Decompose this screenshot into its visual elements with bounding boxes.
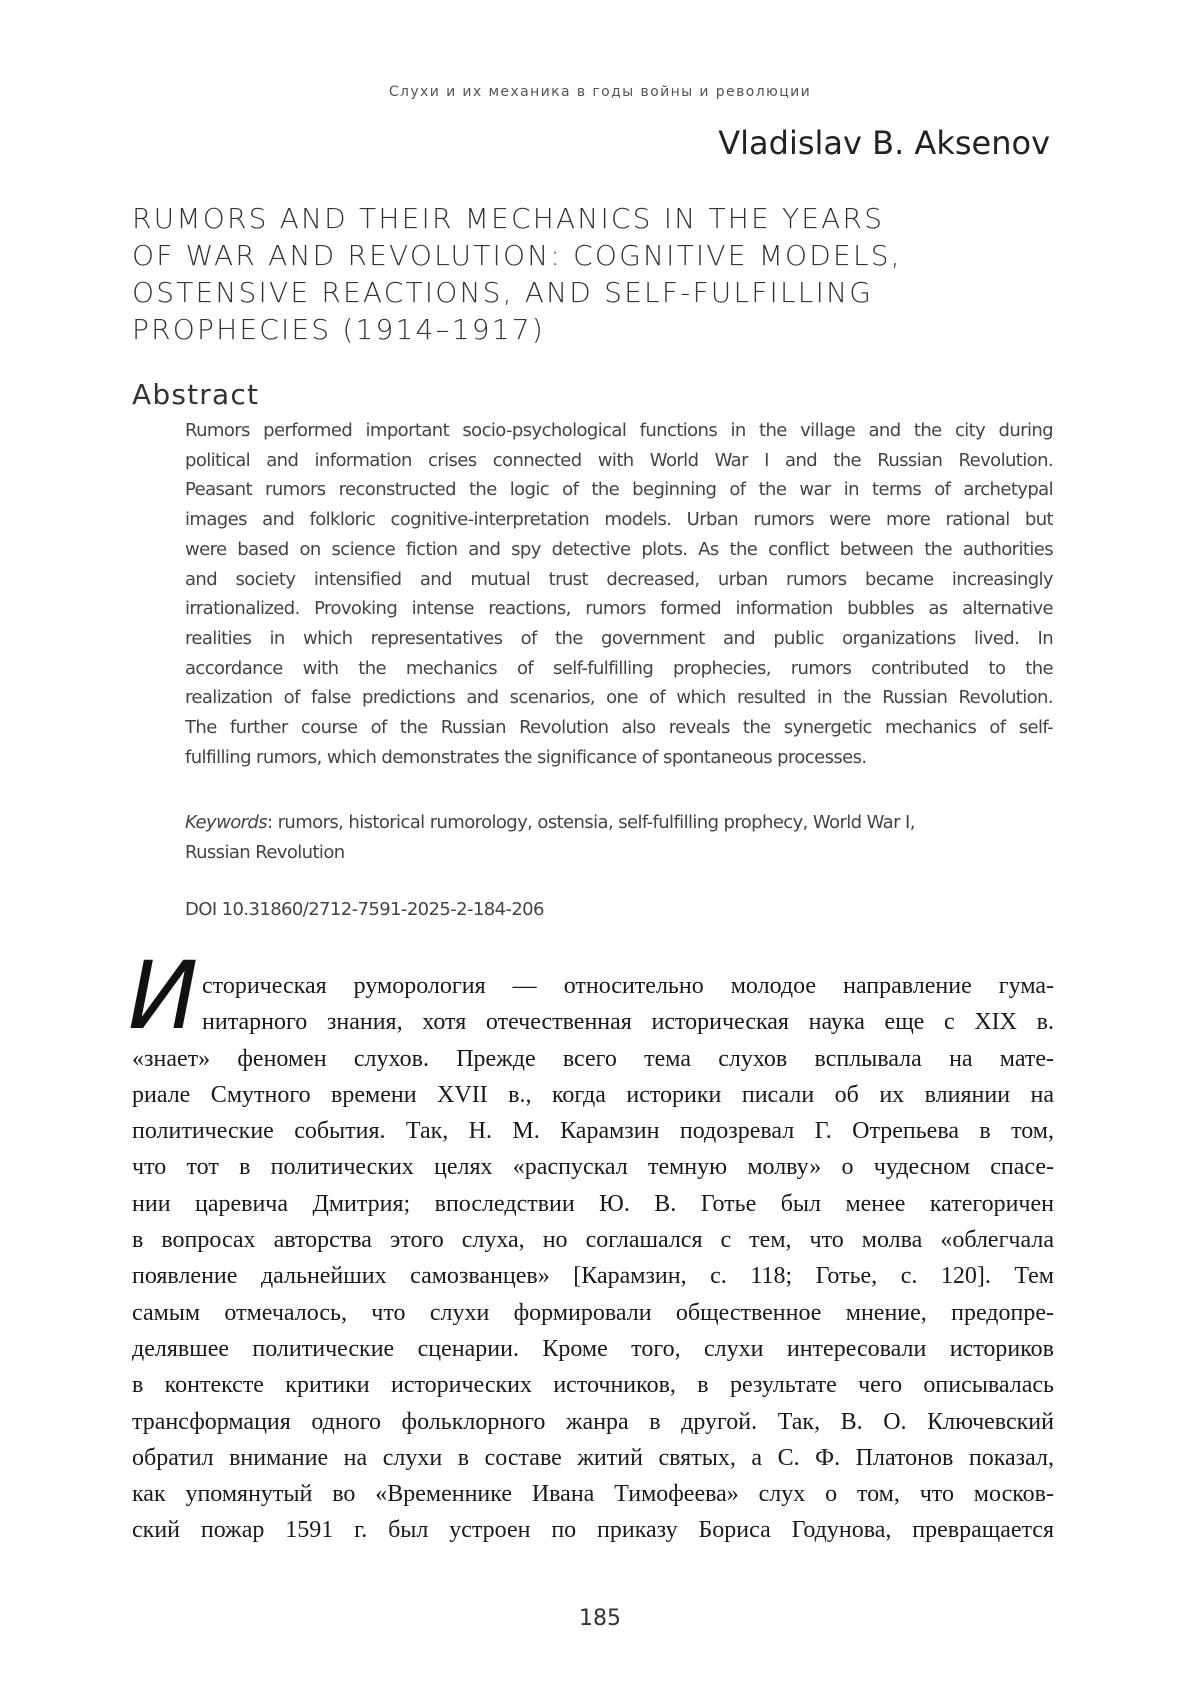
body-line: в контексте критики исторических источников, в результате чего описывалась bbox=[132, 1372, 1054, 1399]
keywords-label: Keywords bbox=[185, 812, 268, 833]
body-line: риале Смутного времени XVII в., когда историки писали об их влиянии на bbox=[132, 1081, 1054, 1108]
body-line: «знает» феномен слухов. Прежде всего тема слухов всплывала на мате- bbox=[132, 1045, 1054, 1072]
abstract-line: political and information crises connected with World War I and the Russian Revolution. bbox=[185, 449, 1053, 471]
abstract-heading: Abstract bbox=[132, 378, 260, 411]
abstract-line: realization of false predictions and scenarios, one of which resulted in the Russian Revolution. bbox=[185, 687, 1053, 709]
drop-cap: И bbox=[128, 942, 199, 1051]
body-line: ский пожар 1591 г. был устроен по приказу Бориса Годунова, превращается bbox=[132, 1517, 1054, 1544]
body-text bbox=[132, 968, 1054, 1549]
abstract-line: images and folkloric cognitive-interpretation models. Urban rumors were more rational but bbox=[185, 509, 1053, 531]
running-head: Слухи и их механика в годы войны и революции bbox=[388, 84, 812, 100]
abstract-body bbox=[185, 416, 1053, 772]
article-title bbox=[132, 200, 1032, 348]
body-line: политические события. Так, Н. М. Карамзин подозревал Г. Отрепьева в том, bbox=[132, 1118, 1054, 1145]
abstract-line: and society intensified and mutual trust decreased, urban rumors became increasingly bbox=[185, 568, 1053, 590]
abstract-line: fulfilling rumors, which demonstrates the significance of spontaneous processes. bbox=[185, 746, 867, 768]
abstract-line: were based on science fiction and spy detective plots. As the conflict between the authorities bbox=[185, 538, 1053, 560]
abstract-line: The further course of the Russian Revolution also reveals the synergetic mechanics of self- bbox=[185, 717, 1053, 739]
abstract-line: realities in which representatives of the government and public organizations lived. In bbox=[185, 627, 1053, 649]
abstract-line: Peasant rumors reconstructed the logic of the beginning of the war in terms of archetypal bbox=[185, 479, 1053, 501]
page-number: 185 bbox=[579, 1606, 621, 1631]
body-line: как упомянутый во «Временнике Ивана Тимофеева» слух о том, что москов- bbox=[132, 1481, 1054, 1508]
abstract-line: Rumors performed important socio-psychological functions in the village and the city during bbox=[185, 420, 1053, 441]
title-line: OSTENSIVE REACTIONS, AND SELF-FULFILLING bbox=[132, 276, 874, 309]
title-line: PROPHECIES (1914–1917) bbox=[132, 313, 545, 346]
keywords-line: Russian Revolution bbox=[185, 841, 345, 863]
title-line: RUMORS AND THEIR MECHANICS IN THE YEARS bbox=[132, 202, 885, 235]
body-line: появление дальнейших самозванцев» [Карамзин, с. 118; Готье, с. 120]. Тем bbox=[132, 1263, 1054, 1290]
abstract-line: accordance with the mechanics of self-fulfilling prophecies, rumors contributed to the bbox=[185, 657, 1053, 679]
body-line: сторическая руморология — относительно молодое направление гума- bbox=[202, 973, 1054, 999]
keywords-list: : rumors, historical rumorology, ostensia, self-fulfilling prophecy, World War I, bbox=[267, 812, 915, 833]
body-line: нитарного знания, хотя отечественная историческая наука еще с XIX в. bbox=[202, 1009, 1054, 1036]
body-line: самым отмечалось, что слухи формировали общественное мнение, предопре- bbox=[132, 1299, 1054, 1326]
body-line: делявшее политические сценарии. Кроме того, слухи интересовали историков bbox=[132, 1335, 1054, 1362]
title-line: OF WAR AND REVOLUTION: COGNITIVE MODELS, bbox=[132, 239, 902, 272]
keywords bbox=[185, 808, 1053, 867]
keywords-line bbox=[185, 808, 1053, 838]
abstract-line: irrationalized. Provoking intense reactions, rumors formed information bubbles as alternative bbox=[185, 598, 1053, 620]
body-line: обратил внимание на слухи в составе житий святых, а С. Ф. Платонов показал, bbox=[132, 1444, 1054, 1471]
body-line: в вопросах авторства этого слуха, но соглашался с тем, что молва «облегчала bbox=[132, 1227, 1054, 1254]
author-name: Vladislav B. Aksenov bbox=[718, 124, 1050, 162]
body-line: трансформация одного фольклорного жанра в другой. Так, В. О. Ключевский bbox=[132, 1408, 1054, 1435]
doi: DOI 10.31860/2712-7591-2025-2-184-206 bbox=[185, 899, 544, 920]
body-line: нии царевича Дмитрия; впоследствии Ю. В. Готье был менее категоричен bbox=[132, 1190, 1054, 1217]
body-line: что тот в политических целях «распускал темную молву» о чудесном спасе- bbox=[132, 1154, 1054, 1181]
